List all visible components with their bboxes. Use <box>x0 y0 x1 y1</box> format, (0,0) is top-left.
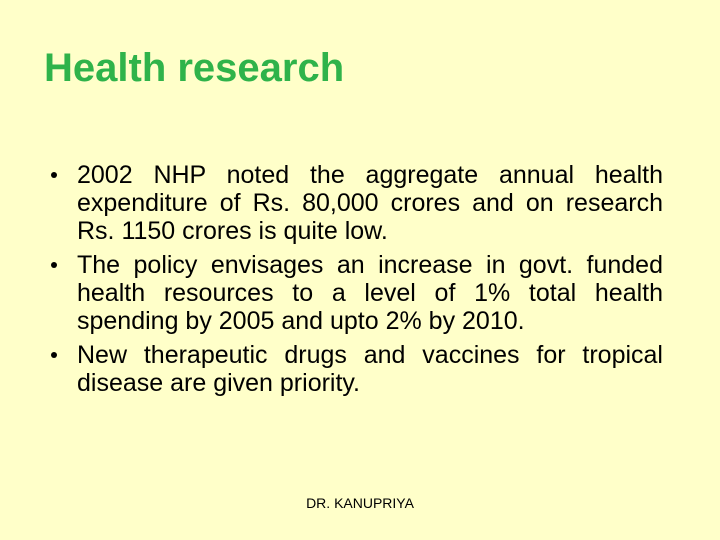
bullet-icon <box>51 352 57 358</box>
bullet-text: The policy envisages an increase in govt. funded health resources to a level of 1% total health spending by 2005 and upto 2% by 2010. <box>77 251 663 335</box>
bullet-list <box>48 161 663 403</box>
slide-title: Health research <box>44 46 345 90</box>
bullet-item <box>48 251 663 335</box>
footer-author: DR. KANUPRIYA <box>306 495 414 511</box>
bullet-item <box>48 341 663 397</box>
bullet-icon <box>51 172 57 178</box>
bullet-item <box>48 161 663 245</box>
bullet-text: New therapeutic drugs and vaccines for tropical disease are given priority. <box>77 341 663 397</box>
bullet-icon <box>51 262 57 268</box>
bullet-text: 2002 NHP noted the aggregate annual health expenditure of Rs. 80,000 crores and on research Rs. 1150 crores is quite low. <box>77 161 663 245</box>
